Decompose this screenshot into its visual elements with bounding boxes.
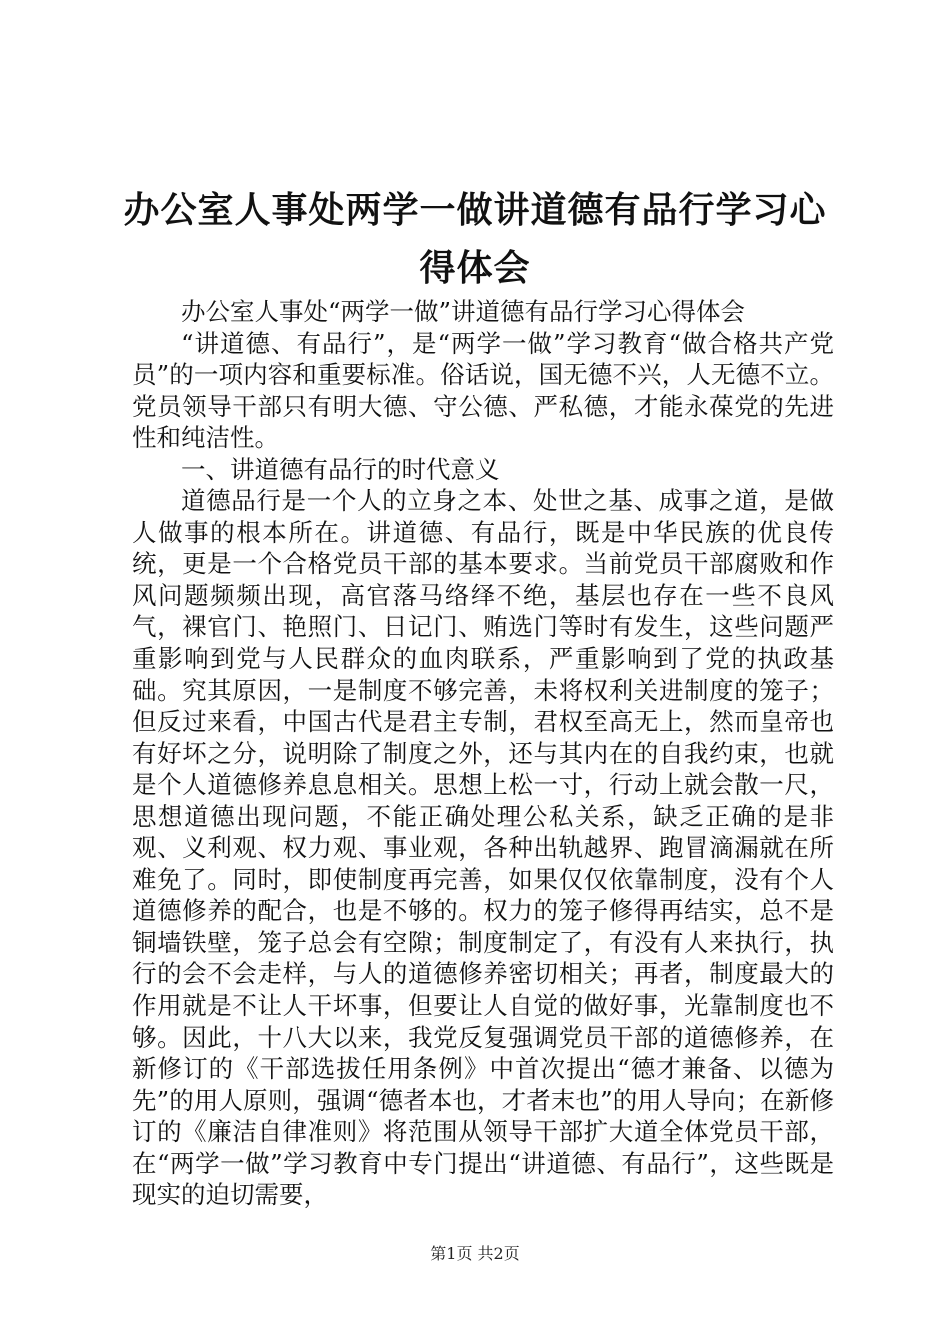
section-heading: 一、讲道德有品行的时代意义 [181,454,500,484]
paragraph-body: 道德品行是一个人的立身之本、处世之基、成事之道，是做人做事的根本所在。讲道德、有品行，既是中华民族的优良传统，更是一个合格党员干部的基本要求。当前党员干部腐败和作风问题频频出现，高官落马络绎不绝，基层也存在一些不良风气，裸官门、艳照门、日记门、贿选门等时有发生，这些问题严重影响到党与人民群众的血肉联系，严重影响到了党的执政基础。究其原因，一是制度不够完善，未将权利关进制度的笼子；但反过来看，中国古代是君主专制，君权至高无上，然而皇帝也有好坏之分，说明除了制度之外，还与其内在的自我约束，也就是个人道德修养息息相关。思想上松一寸，行动上就会散一尺，思想道德出现问题，不能正确处理公私关系，缺乏正确的是非观、义利观、权力观、事业观，各种出轨越界、跑冒滴漏就在所难免了。同时，即使制度再完善，如果仅仅依靠制度，没有个人道德修养的配合，也是不够的。权力的笼子修得再结实，总不是铜墙铁壁，笼子总会有空隙；制度制定了，有没有人来执行，执行的会不会走样，与人的道德修养密切相关；再者，制度最大的作用就是不让人干坏事，但要让人自觉的做好事，光靠制度也不够。因此，十八大以来，我党反复强调党员干部的道德修养，在新修订的《干部选拔任用条例》中首次提出“德才兼备、以德为先”的用人原则，强调“德者本也，才者末也”的用人导向；在新修订的《廉洁自律准则》将范围从领导干部扩大道全体党员干部，在“两学一做”学习教育中专门提出“讲道德、有品行”，这些既是现实的迫切需要， [132,486,834,1210]
document-body [132,296,834,1211]
page-footer: 第1页 共2页 [430,1244,520,1263]
paragraph-subtitle: 办公室人事处“两学一做”讲道德有品行学习心得体会 [181,297,746,326]
document-title: 办公室人事处两学一做讲道德有品行学习心得体会 [123,190,827,289]
paragraph-intro: “讲道德、有品行”，是“两学一做”学习教育“做合格共产党员”的一项内容和重要标准。俗话说，国无德不兴，人无德不立。党员领导干部只有明大德、守公德、严私德，才能永葆党的先进性和纯洁性。 [132,328,834,453]
